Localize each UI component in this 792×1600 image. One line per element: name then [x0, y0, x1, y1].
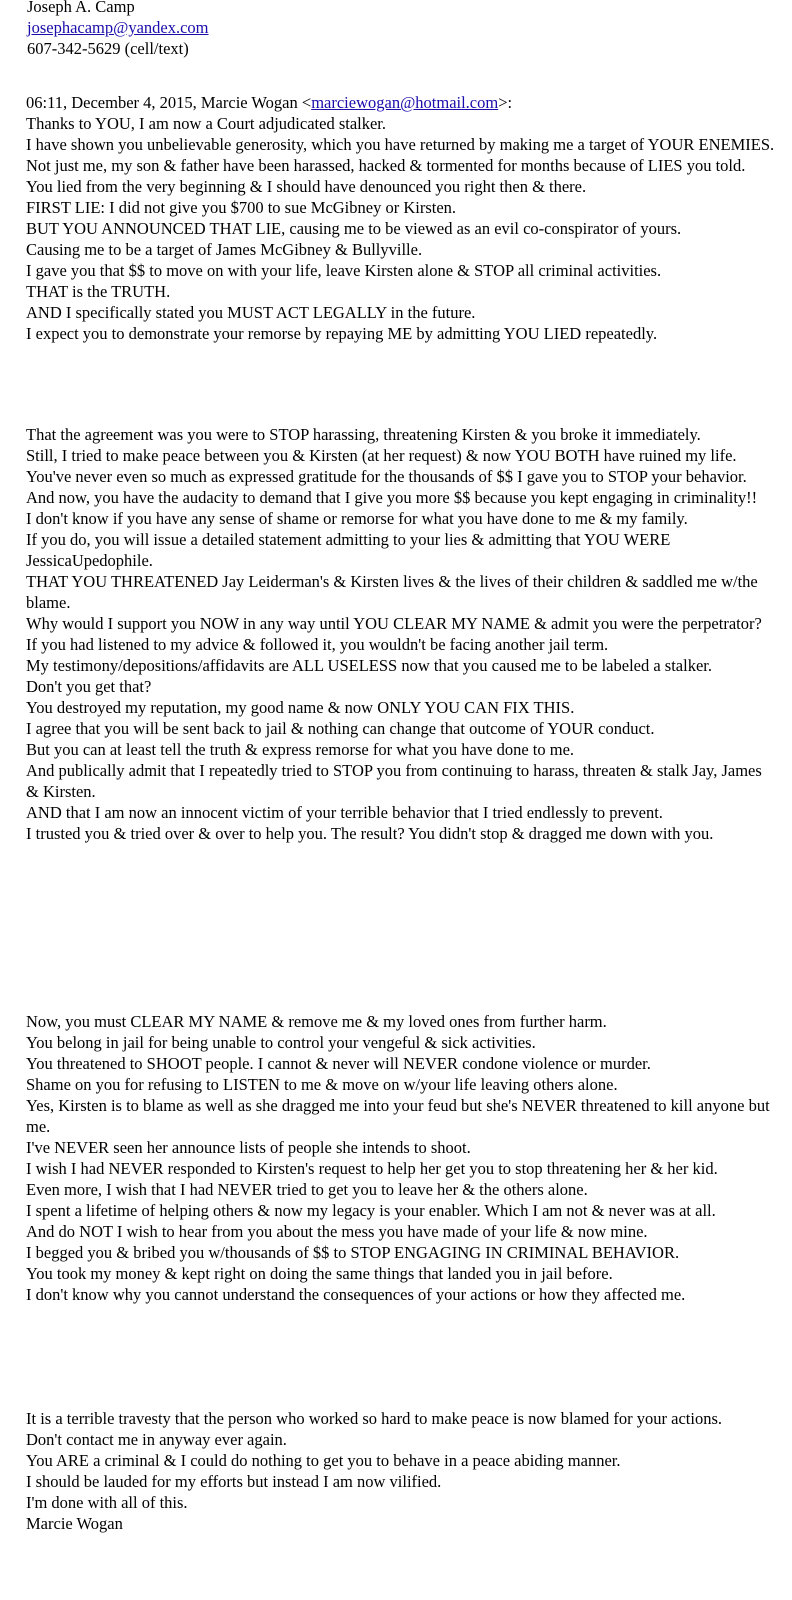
text-line: I have shown you unbelievable generosity, which you have returned by making me a target of YOUR ENEMIES. [26, 135, 775, 154]
text-line: That the agreement was you were to STOP harassing, threatening Kirsten & you broke it immediately. [26, 425, 701, 444]
text-line: Marcie Wogan [26, 1514, 123, 1533]
text-line: You ARE a criminal & I could do nothing to get you to behave in a peace abiding manner. [26, 1451, 621, 1470]
header-suffix: >: [498, 93, 513, 112]
text-line: And publically admit that I repeatedly tried to STOP you from continuing to harass, threaten & stalk Jay, James & Kirsten. [26, 761, 762, 801]
text-line: Even more, I wish that I had NEVER tried to get you to leave her & the others alone. [26, 1180, 588, 1199]
text-line: FIRST LIE: I did not give you $700 to sue McGibney or Kirsten. [26, 198, 457, 217]
text-line: Why would I support you NOW in any way until YOU CLEAR MY NAME & admit you were the perpetrator? [26, 614, 762, 633]
text-line: Don't contact me in anyway ever again. [26, 1430, 287, 1449]
text-line: THAT YOU THREATENED Jay Leiderman's & Kirsten lives & the lives of their children & saddled me w/the blame. [26, 572, 758, 612]
text-line: And do NOT I wish to hear from you about the mess you have made of your life & now mine. [26, 1222, 648, 1241]
email-body-block-3 [26, 1011, 776, 1305]
text-line: BUT YOU ANNOUNCED THAT LIE, causing me to be viewed as an evil co-conspirator of yours. [26, 219, 682, 238]
text-line: You've never even so much as expressed gratitude for the thousands of $$ I gave you to STOP your behavior. [26, 467, 747, 486]
text-line: And now, you have the audacity to demand that I give you more $$ because you kept engaging in criminality!! [26, 488, 758, 507]
text-line: Yes, Kirsten is to blame as well as she dragged me into your feud but she's NEVER threatened to kill anyone but me. [26, 1096, 770, 1136]
text-line: Causing me to be a target of James McGibney & Bullyville. [26, 240, 423, 259]
text-line: I spent a lifetime of helping others & now my legacy is your enabler. Which I am not & never was at all. [26, 1201, 716, 1220]
paragraph-1 [26, 113, 776, 344]
text-line: Still, I tried to make peace between you & Kirsten (at her request) & now YOU BOTH have ruined my life. [26, 446, 737, 465]
text-line: Don't you get that? [26, 677, 152, 696]
email-body-block-4 [26, 1408, 776, 1534]
text-line: You lied from the very beginning & I should have denounced you right then & there. [26, 177, 587, 196]
text-line: AND that I am now an innocent victim of your terrible behavior that I tried endlessly to prevent. [26, 803, 663, 822]
text-line: You destroyed my reputation, my good name & now ONLY YOU CAN FIX THIS. [26, 698, 575, 717]
text-line: I wish I had NEVER responded to Kirsten's request to help her get you to stop threatening her & her kid. [26, 1159, 718, 1178]
text-line: I don't know why you cannot understand the consequences of your actions or how they affected me. [26, 1285, 686, 1304]
email-body-block-1 [26, 92, 776, 344]
text-line: I gave you that $$ to move on with your life, leave Kirsten alone & STOP all criminal activities. [26, 261, 662, 280]
text-line: I trusted you & tried over & over to help you. The result? You didn't stop & dragged me down with you. [26, 824, 714, 843]
text-line: Thanks to YOU, I am now a Court adjudicated stalker. [26, 114, 387, 133]
text-line: It is a terrible travesty that the person who worked so hard to make peace is now blamed for your actions. [26, 1409, 722, 1428]
sender-email-link[interactable]: marciewogan@hotmail.com [311, 93, 499, 112]
text-line: Now, you must CLEAR MY NAME & remove me & my loved ones from further harm. [26, 1012, 607, 1031]
text-line: I agree that you will be sent back to jail & nothing can change that outcome of YOUR conduct. [26, 719, 655, 738]
text-line: If you do, you will issue a detailed statement admitting to your lies & admitting that YOU WERE JessicaUpedophile. [26, 530, 671, 570]
email-body-block-2 [26, 424, 776, 844]
text-line: My testimony/depositions/affidavits are ALL USELESS now that you caused me to be labeled a stalker. [26, 656, 712, 675]
text-line: THAT is the TRUTH. [26, 282, 171, 301]
text-line: You took my money & kept right on doing the same things that landed you in jail before. [26, 1264, 613, 1283]
text-line: I don't know if you have any sense of shame or remorse for what you have done to me & my family. [26, 509, 688, 528]
text-line: I begged you & bribed you w/thousands of $$ to STOP ENGAGING IN CRIMINAL BEHAVIOR. [26, 1243, 680, 1262]
text-line: I'm done with all of this. [26, 1493, 188, 1512]
text-line: You threatened to SHOOT people. I cannot & never will NEVER condone violence or murder. [26, 1054, 651, 1073]
signature-block [27, 0, 767, 59]
text-line: AND I specifically stated you MUST ACT LEGALLY in the future. [26, 303, 476, 322]
text-line: You belong in jail for being unable to control your vengeful & sick activities. [26, 1033, 536, 1052]
text-line: I should be lauded for my efforts but instead I am now vilified. [26, 1472, 442, 1491]
text-line: If you had listened to my advice & followed it, you wouldn't be facing another jail term. [26, 635, 609, 654]
text-line: I've NEVER seen her announce lists of people she intends to shoot. [26, 1138, 471, 1157]
text-line: But you can at least tell the truth & express remorse for what you have done to me. [26, 740, 575, 759]
signature-phone: 607-342-5629 (cell/text) [27, 39, 189, 58]
signature-email-link[interactable]: josephacamp@yandex.com [27, 18, 209, 37]
email-header [26, 92, 776, 113]
text-line: Not just me, my son & father have been harassed, hacked & tormented for months because of LIES you told. [26, 156, 746, 175]
text-line: I expect you to demonstrate your remorse by repaying ME by admitting YOU LIED repeatedly. [26, 324, 658, 343]
signature-name: Joseph A. Camp [27, 0, 135, 16]
header-prefix: 06:11, December 4, 2015, Marcie Wogan < [26, 93, 312, 112]
text-line: Shame on you for refusing to LISTEN to me & move on w/your life leaving others alone. [26, 1075, 618, 1094]
